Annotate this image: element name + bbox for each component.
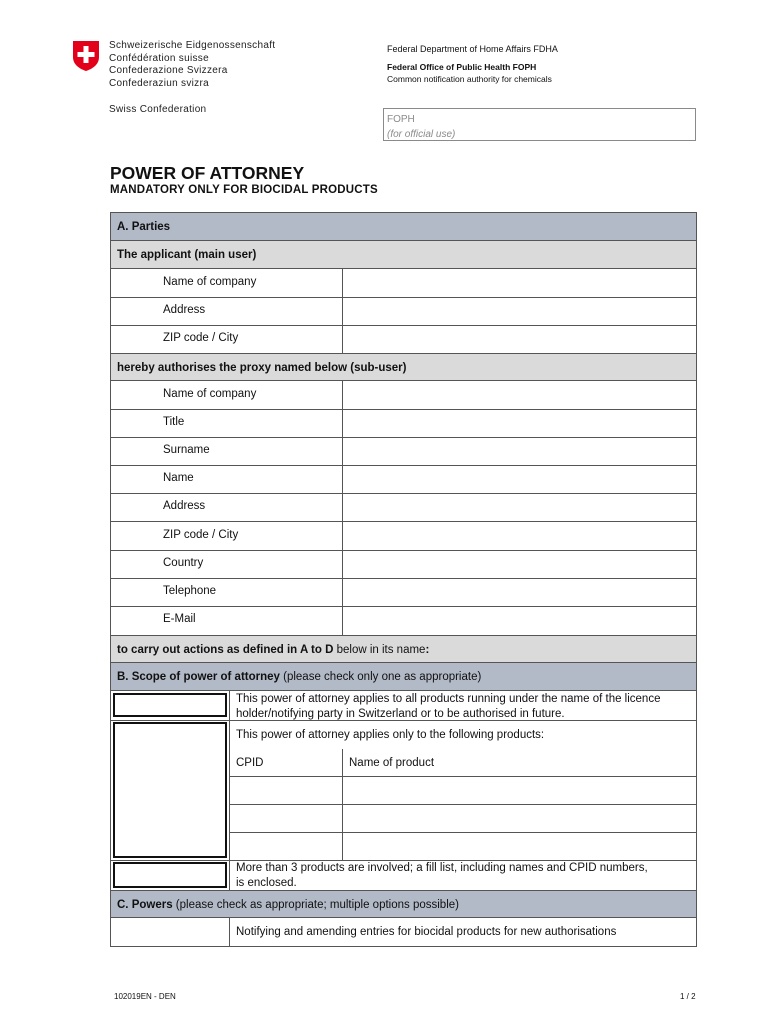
applicant-company-input[interactable]	[343, 270, 696, 297]
scope-more-products-text: More than 3 products are involved; a fill list, including names and CPID numbers, is enclosed.	[236, 862, 648, 889]
applicant-company-label: Name of company	[163, 276, 257, 288]
document-code: 102019EN - DEN	[114, 992, 176, 1001]
official-use-note: (for official use)	[387, 129, 456, 140]
actions-heading: to carry out actions as defined in A to D below in its name:	[111, 635, 696, 663]
proxy-telephone-input[interactable]	[343, 579, 696, 606]
page-subtitle: MANDATORY ONLY FOR BIOCIDAL PRODUCTS	[110, 184, 378, 196]
proxy-surname-label: Surname	[163, 444, 210, 456]
swiss-coat-of-arms-logo	[72, 40, 100, 72]
scope-following-products-text: This power of attorney applies only to the following products:	[236, 729, 545, 741]
applicant-heading: The applicant (main user)	[111, 241, 696, 269]
proxy-address-input[interactable]	[343, 494, 696, 521]
page-title: POWER OF ATTORNEY	[110, 163, 305, 183]
proxy-email-label: E-Mail	[163, 613, 196, 625]
proxy-telephone-label: Telephone	[163, 585, 217, 597]
applicant-address-input[interactable]	[343, 298, 696, 325]
scope-all-products-text: This power of attorney applies to all products running under the name of the licence holder/notifying party in Switzerland or to be authorised in future.	[236, 693, 661, 720]
product-name-column-header: Name of product	[349, 757, 435, 769]
confederation-name-it: Confederazione Svizzera	[109, 65, 228, 77]
cpid-input-3[interactable]	[230, 833, 342, 860]
proxy-name-input[interactable]	[343, 466, 696, 493]
proxy-heading: hereby authorises the proxy named below (sub-user)	[111, 353, 696, 381]
proxy-title-label: Title	[163, 416, 185, 428]
confederation-name-de: Schweizerische Eidgenossenschaft	[109, 40, 276, 51]
office-name: Federal Office of Public Health FOPH	[387, 62, 537, 72]
scope-following-products-checkbox[interactable]	[113, 722, 227, 858]
proxy-country-input[interactable]	[343, 551, 696, 578]
product-name-input-1[interactable]	[343, 777, 696, 804]
proxy-company-label: Name of company	[163, 388, 257, 400]
powers-option-1-checkbox[interactable]	[112, 919, 228, 945]
product-name-input-3[interactable]	[343, 833, 696, 860]
authority-name: Common notification authority for chemicals	[387, 74, 552, 84]
proxy-name-label: Name	[163, 472, 194, 484]
cpid-input-1[interactable]	[230, 777, 342, 804]
applicant-address-label: Address	[163, 304, 206, 316]
applicant-zip-city-label: ZIP code / City	[163, 332, 239, 344]
cpid-column-header: CPID	[236, 757, 264, 769]
product-name-input-2[interactable]	[343, 805, 696, 832]
scope-more-products-checkbox[interactable]	[113, 862, 227, 888]
confederation-name-rm: Confederaziun svizra	[109, 77, 209, 89]
department-name: Federal Department of Home Affairs FDHA	[387, 44, 558, 54]
swiss-confederation-label: Swiss Confederation	[109, 104, 207, 115]
section-b-heading: B. Scope of power of attorney (please check only one as appropriate)	[111, 663, 696, 691]
applicant-zip-city-input[interactable]	[343, 326, 696, 353]
proxy-country-label: Country	[163, 557, 204, 569]
section-a-heading: A. Parties	[111, 213, 696, 241]
section-c-column-divider	[229, 918, 230, 946]
proxy-address-label: Address	[163, 500, 206, 512]
proxy-company-input[interactable]	[343, 382, 696, 409]
section-c-heading: C. Powers (please check as appropriate; multiple options possible)	[111, 890, 696, 918]
official-use-label: FOPH	[387, 114, 415, 125]
proxy-email-input[interactable]	[343, 607, 696, 634]
page-number: 1 / 2	[680, 992, 696, 1001]
proxy-zip-city-label: ZIP code / City	[163, 529, 239, 541]
proxy-surname-input[interactable]	[343, 438, 696, 465]
confederation-names	[109, 40, 275, 90]
powers-option-1-text: Notifying and amending entries for biocidal products for new authorisations	[236, 926, 617, 938]
proxy-zip-city-input[interactable]	[343, 522, 696, 550]
scope-all-products-checkbox[interactable]	[113, 693, 227, 717]
proxy-title-input[interactable]	[343, 410, 696, 437]
confederation-name-fr: Confédération suisse	[109, 52, 209, 64]
cpid-input-2[interactable]	[230, 805, 342, 832]
